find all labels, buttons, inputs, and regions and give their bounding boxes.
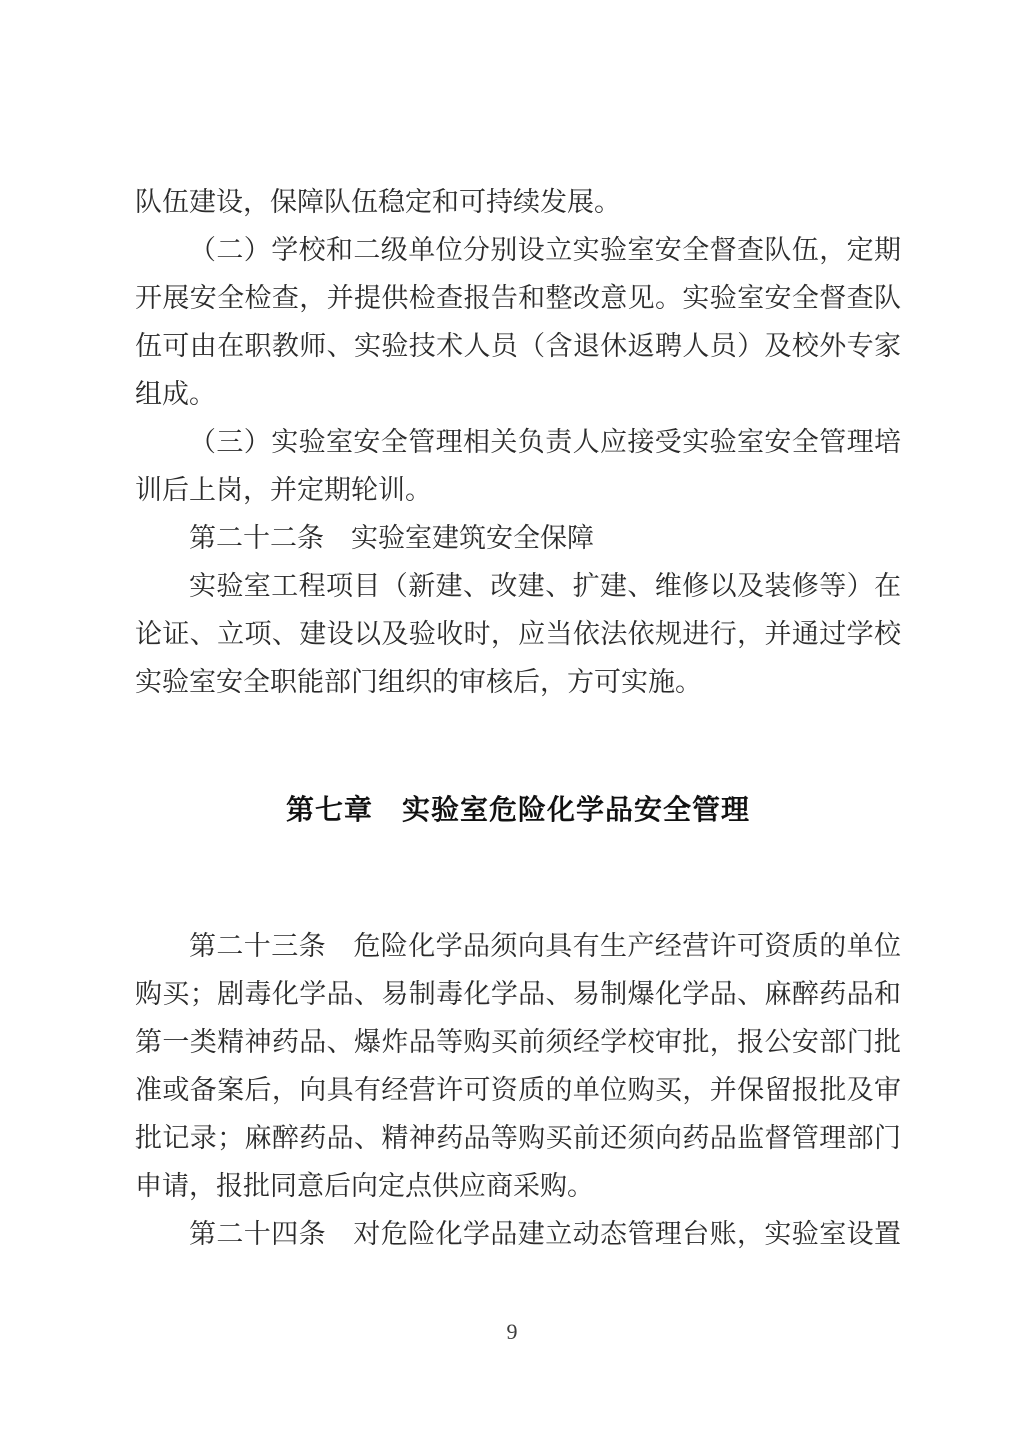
body-text-line: （三）实验室安全管理相关负责人应接受实验室安全管理培 (189, 427, 901, 457)
body-text-line: 购买；剧毒化学品、易制毒化学品、易制爆化学品、麻醉药品和 (135, 979, 901, 1009)
article-title-line: 第二十二条 实验室建筑安全保障 (189, 523, 594, 553)
body-text-line: （二）学校和二级单位分别设立实验室安全督查队伍，定期 (189, 235, 901, 265)
body-text-line: 开展安全检查，并提供检查报告和整改意见。实验室安全督查队 (135, 283, 901, 313)
body-text-line: 申请，报批同意后向定点供应商采购。 (135, 1171, 594, 1201)
body-text-line: 论证、立项、建设以及验收时，应当依法依规进行，并通过学校 (135, 619, 901, 649)
body-text-line: 第二十四条 对危险化学品建立动态管理台账，实验室设置 (189, 1219, 901, 1249)
body-text-line: 第二十三条 危险化学品须向具有生产经营许可资质的单位 (189, 931, 901, 961)
chapter-heading: 第七章 实验室危险化学品安全管理 (285, 794, 750, 825)
page-number: 9 (506, 1319, 518, 1344)
body-text-line: 组成。 (135, 379, 216, 409)
text-column (135, 178, 901, 1258)
body-text-line: 第一类精神药品、爆炸品等购买前须经学校审批，报公安部门批 (135, 1027, 901, 1057)
body-text-line: 批记录；麻醉药品、精神药品等购买前还须向药品监督管理部门 (135, 1123, 901, 1153)
body-text-line: 队伍建设，保障队伍稳定和可持续发展。 (135, 187, 621, 217)
body-text-line: 准或备案后，向具有经营许可资质的单位购买，并保留报批及审 (135, 1075, 901, 1105)
body-text-line: 实验室安全职能部门组织的审核后，方可实施。 (135, 667, 702, 697)
body-text-line: 实验室工程项目（新建、改建、扩建、维修以及装修等）在 (189, 571, 901, 601)
body-text-line: 训后上岗，并定期轮训。 (135, 475, 432, 505)
body-text-line: 伍可由在职教师、实验技术人员（含退休返聘人员）及校外专家 (135, 331, 901, 361)
